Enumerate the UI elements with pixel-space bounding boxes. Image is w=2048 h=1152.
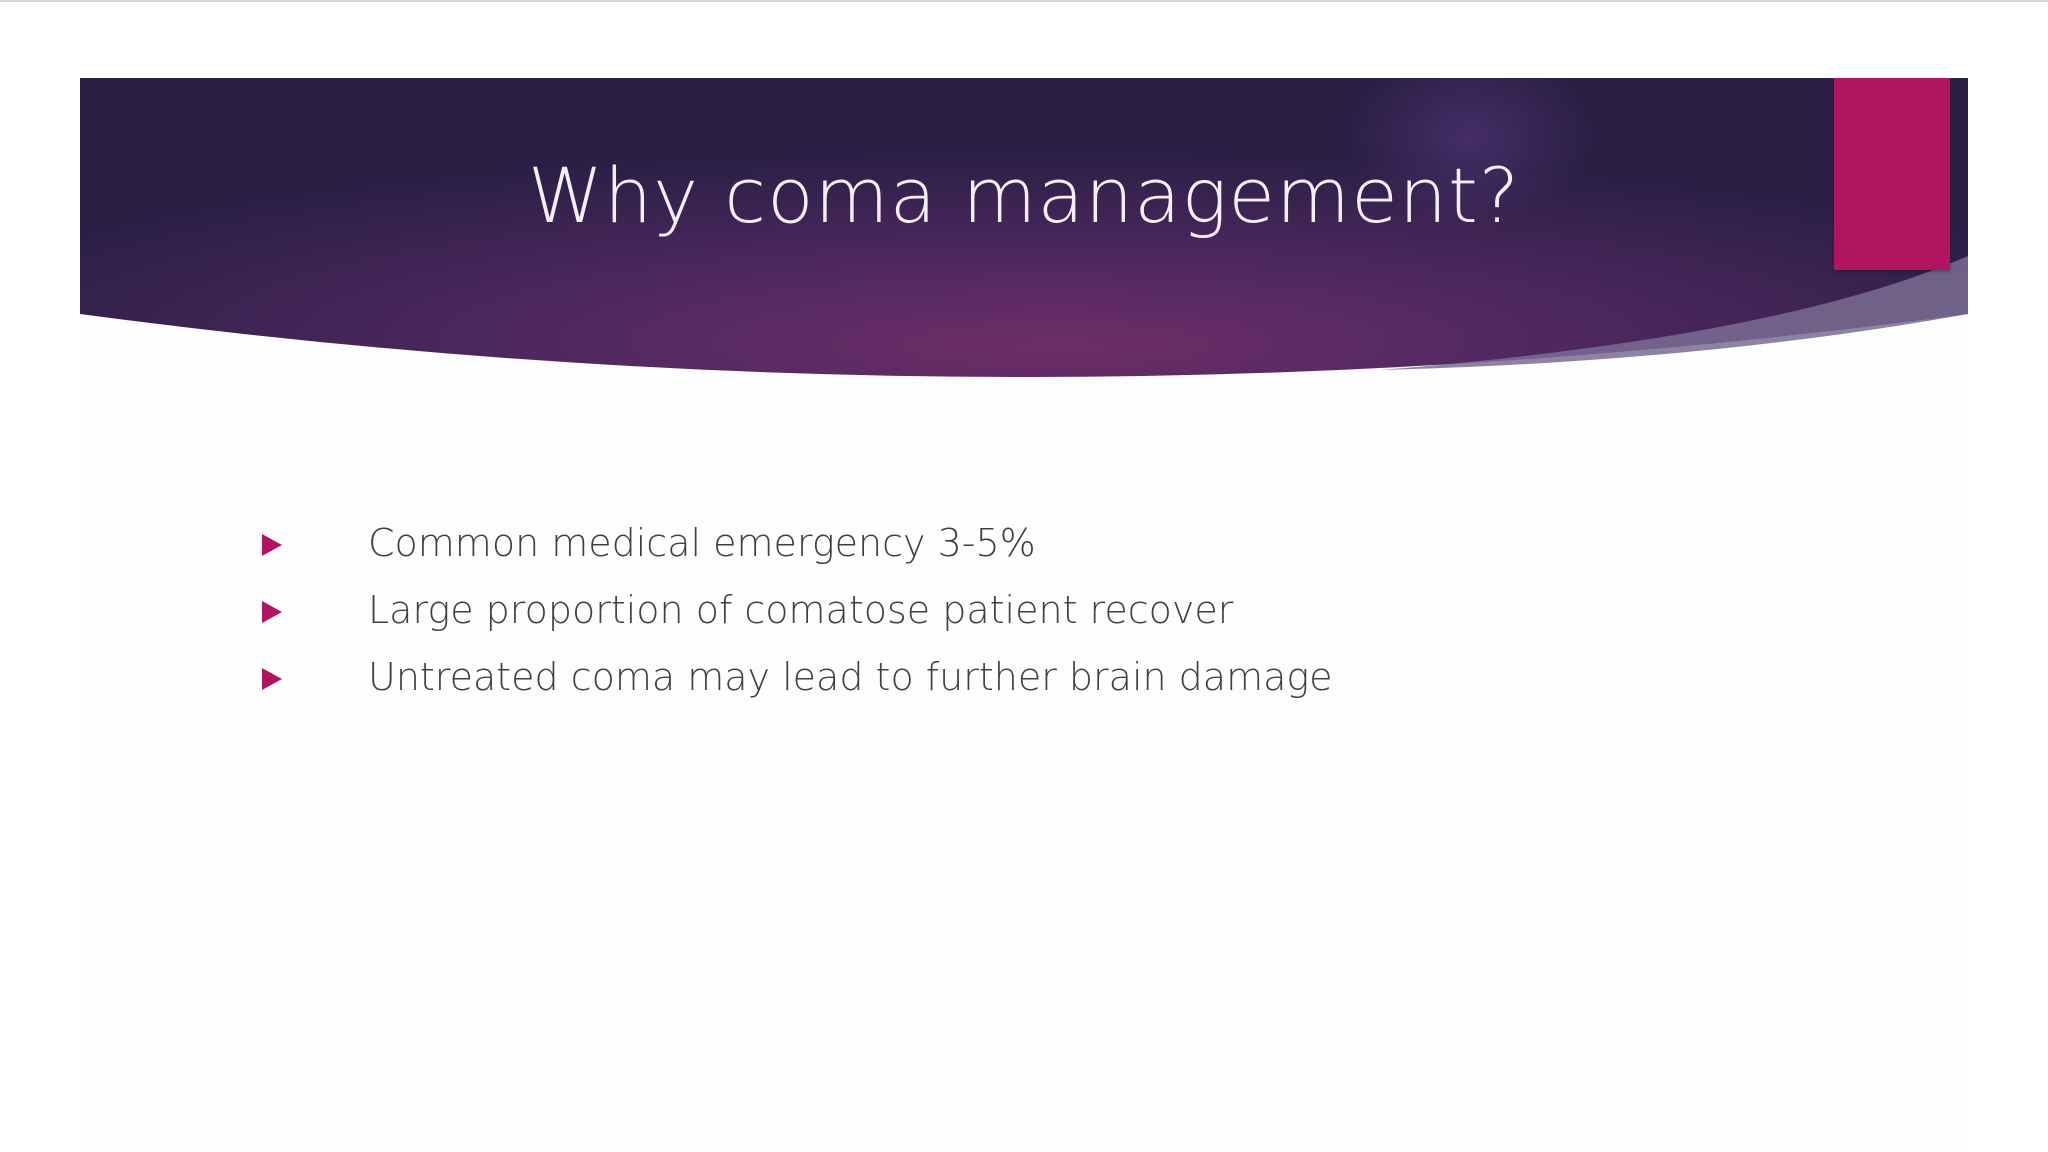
triangle-right-icon (262, 601, 282, 623)
bullet-text: Untreated coma may lead to further brain damage (368, 655, 1333, 699)
slide (80, 78, 1968, 1152)
bullet-text: Common medical emergency 3-5% (368, 521, 1036, 565)
bullet-item (262, 577, 1762, 644)
bullet-item (262, 644, 1762, 711)
bullet-text: Large proportion of comatose patient recover (368, 588, 1234, 632)
bullet-item (262, 510, 1762, 577)
triangle-right-icon (262, 534, 282, 556)
slide-title: Why coma management? (527, 151, 1521, 240)
window-top-border (0, 0, 2048, 2)
triangle-right-icon (262, 668, 282, 690)
bullet-list (262, 510, 1762, 711)
